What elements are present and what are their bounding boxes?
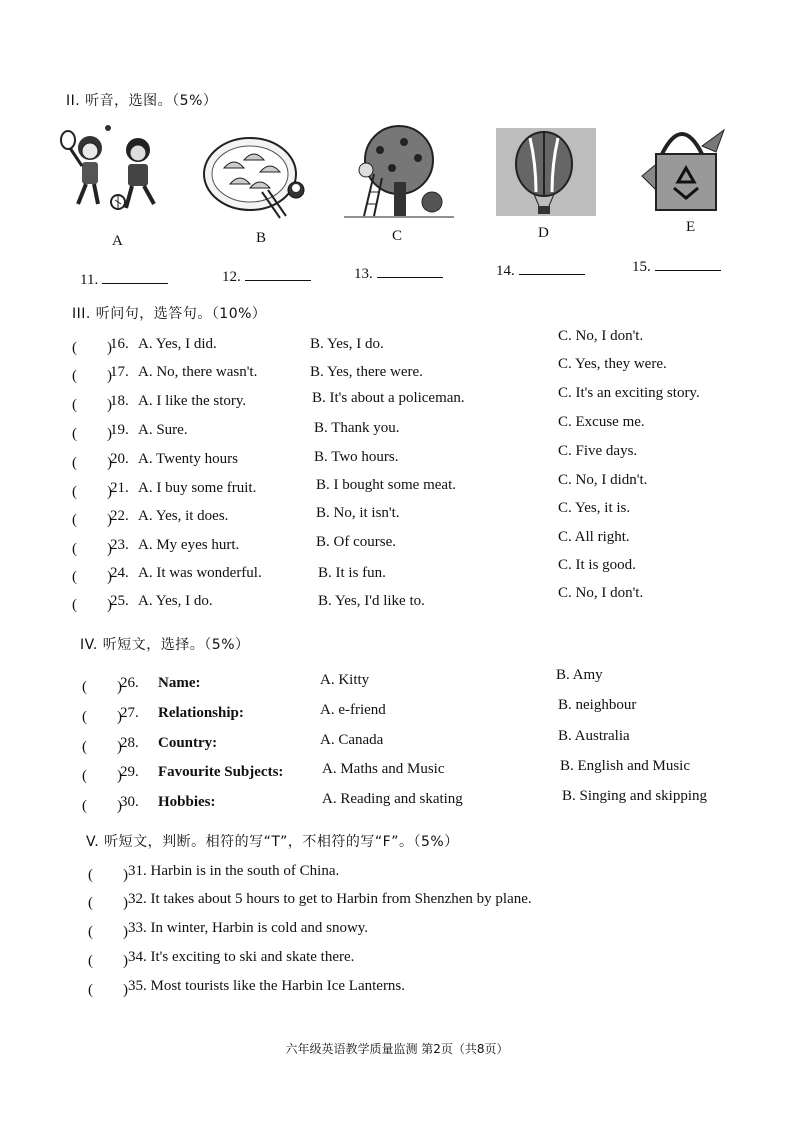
dumplings-plate-icon [200,132,310,222]
picture-b-label: B [256,230,267,246]
picture-d-label: D [538,225,549,241]
answer-paren[interactable]: ( ) [72,569,112,585]
answer-paren[interactable]: ( ) [72,541,112,557]
listening-item: ( ) 30. Hobbies: A. Reading and skating B. Singing and skipping [82,788,708,814]
answer-paren[interactable]: ( ) [88,895,128,911]
recycling-bag-icon [632,116,736,214]
section-5-title: V. 听短文，判断。相符的写“T”，不相符的写“F”。（5%） [86,834,459,850]
question-row: ( ) 24. A. It was wonderful. B. It is fun. C. It is good. [72,557,636,585]
answer-paren[interactable]: ( ) [82,798,122,814]
true-false-item: ( ) 35. Most tourists like the Harbin Ice Lanterns. [88,978,406,998]
true-false-item: ( ) 31. Harbin is in the south of China. [88,863,340,883]
children-playing-ball-icon [60,118,170,218]
blank-15[interactable]: 15. [632,258,721,276]
apple-tree-picking-icon [344,124,454,220]
answer-paren[interactable]: ( ) [88,982,128,998]
listening-item: ( ) 26. Name: A. Kitty B. Amy [82,667,603,695]
picture-a-label: A [112,233,123,249]
picture-a [60,118,170,218]
listening-item: ( ) 27. Relationship: A. e-friend B. neighbour [82,697,637,725]
true-false-item: ( ) 32. It takes about 5 hours to get to Harbin from Shenzhen by plane. [88,891,532,911]
listening-item: ( ) 29. Favourite Subjects: A. Maths and Music B. English and Music [82,758,690,784]
blank-12[interactable]: 12. [222,268,311,286]
section-3-title: III. 听问句，选答句。（10%） [72,306,267,322]
true-false-item: ( ) 33. In winter, Harbin is cold and snowy. [88,920,369,940]
true-false-item: ( ) 34. It's exciting to ski and skate there. [88,949,355,969]
hot-air-balloon-icon [496,128,596,216]
picture-d [496,128,596,216]
answer-paren[interactable]: ( ) [72,426,112,442]
question-row: ( ) 23. A. My eyes hurt. B. Of course. C. All right. [72,529,630,557]
section-4-title: IV. 听短文，选择。（5%） [80,637,250,653]
picture-e [632,116,736,214]
answer-paren[interactable]: ( ) [72,484,112,500]
answer-paren[interactable]: ( ) [82,679,122,695]
question-row: ( ) 16. A. Yes, I did. B. Yes, I do. C. No, I don't. [72,328,644,356]
page-footer: 六年级英语教学质量监测 第2页（共8页） [285,1042,509,1056]
blank-11[interactable]: 11. [80,271,168,289]
answer-paren[interactable]: ( ) [72,597,112,613]
blank-14[interactable]: 14. [496,262,585,280]
answer-paren[interactable]: ( ) [82,768,122,784]
answer-paren[interactable]: ( ) [72,512,112,528]
blank-13[interactable]: 13. [354,265,443,283]
answer-paren[interactable]: ( ) [82,739,122,755]
answer-paren[interactable]: ( ) [82,709,122,725]
answer-paren[interactable]: ( ) [72,455,112,471]
question-row: ( ) 25. A. Yes, I do. B. Yes, I'd like to. C. No, I don't. [72,585,644,613]
answer-paren[interactable]: ( ) [88,867,128,883]
answer-paren[interactable]: ( ) [72,340,112,356]
answer-paren[interactable]: ( ) [88,924,128,940]
picture-c-label: C [392,228,403,244]
section-2-title: II. 听音，选图。（5%） [66,93,218,109]
question-row: ( ) 21. A. I buy some fruit. B. I bought some meat. C. No, I didn't. [72,472,648,500]
picture-b [200,132,310,222]
question-row: ( ) 20. A. Twenty hours B. Two hours. C. Five days. [72,443,638,471]
answer-paren[interactable]: ( ) [88,953,128,969]
listening-item: ( ) 28. Country: A. Canada B. Australia [82,728,630,755]
question-row: ( ) 19. A. Sure. B. Thank you. C. Excuse me. [72,414,645,442]
question-row: ( ) 18. A. I like the story. B. It's about a policeman. C. It's an exciting story. [72,385,700,413]
question-row: ( ) 17. A. No, there wasn't. B. Yes, there were. C. Yes, they were. [72,356,667,384]
answer-paren[interactable]: ( ) [72,397,112,413]
answer-paren[interactable]: ( ) [72,368,112,384]
picture-c [344,124,454,220]
question-row: ( ) 22. A. Yes, it does. B. No, it isn't. C. Yes, it is. [72,500,631,528]
picture-e-label: E [686,219,696,235]
